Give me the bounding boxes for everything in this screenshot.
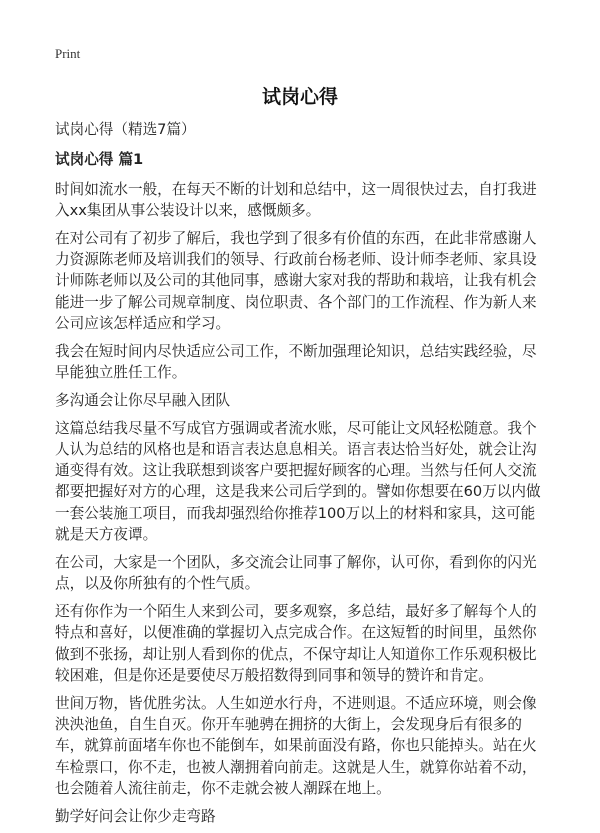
paragraph: 在公司，大家是一个团队，多交流会让同事了解你，认可你，看到你的闪光点，以及你所独有的个性气质。 (55, 553, 537, 593)
print-link[interactable]: Print (55, 46, 81, 61)
paragraph: 时间如流水一般，在每天不断的计划和总结中，这一周很快过去，自打我进入xx集团从事公装设计以来，感慨颇多。 (55, 180, 537, 219)
paragraph: 世间万物，皆优胜劣汰。人生如逆水行舟，不进则退。不适应环境，则会像泱泱池鱼，自生自灭。你开车驰骋在拥挤的大街上，会发现身后有很多的车，就算前面堵车你也不能倒车，如果前面没有路，你也只能掉头。站在火车检票口，你不走，也被人潮拥着向前走。这就是人生，就算你站着不动，也会随着人流往前走，你不走就会被人潮踩在地上。 (55, 694, 537, 797)
paragraph: 这篇总结我尽量不写成官方强调或者流水账，尽可能让文风轻松随意。我个人认为总结的风格也是和语言表达息息相关。语言表达恰当好处，就会让沟通变得有效。这让我联想到谈客户要把握好顾客的心理。当然与任何人交流都要把握好对方的心理，这是我来公司后学到的。譬如你想要在60万以内做一套公装施工项目，而我却强烈给你推荐100万以上的材料和家具，这可能就是天方夜谭。 (55, 419, 541, 544)
subtitle: 试岗心得（精选7篇） (55, 121, 196, 138)
section-heading: 试岗心得 篇1 (55, 151, 144, 169)
subheading: 多沟通会让你尽早融入团队 (55, 391, 231, 409)
subheading: 勤学好问会让你少走弯路 (55, 807, 216, 825)
document-body (55, 119, 547, 833)
paragraph: 我会在短时间内尽快适应公司工作，不断加强理论知识，总结实践经验，尽早能独立胜任工作。 (55, 342, 537, 381)
paragraph: 在对公司有了初步了解后，我也学到了很多有价值的东西，在此非常感谢人力资源陈老师及培训我们的领导、行政前台杨老师、设计师李老师、家具设计师陈老师以及公司的其他同事，感谢大家对我的帮助和栽培，让我有机会能进一步了解公司规章制度、岗位职责、各个部门的工作流程、作为新人来公司应该怎样适应和学习。 (55, 229, 537, 332)
paragraph: 还有你作为一个陌生人来到公司，要多观察，多总结，最好多了解每个人的特点和喜好，以便准确的掌握切入点完成合作。在这短暂的时间里，虽然你做到不张扬，却让别人看到你的优点，不保守却让人知道你工作乐观积极比较困难，但是你还是要使尽万般招数得到同事和领导的赞许和肯定。 (55, 602, 537, 684)
page-title: 试岗心得 (261, 86, 338, 108)
